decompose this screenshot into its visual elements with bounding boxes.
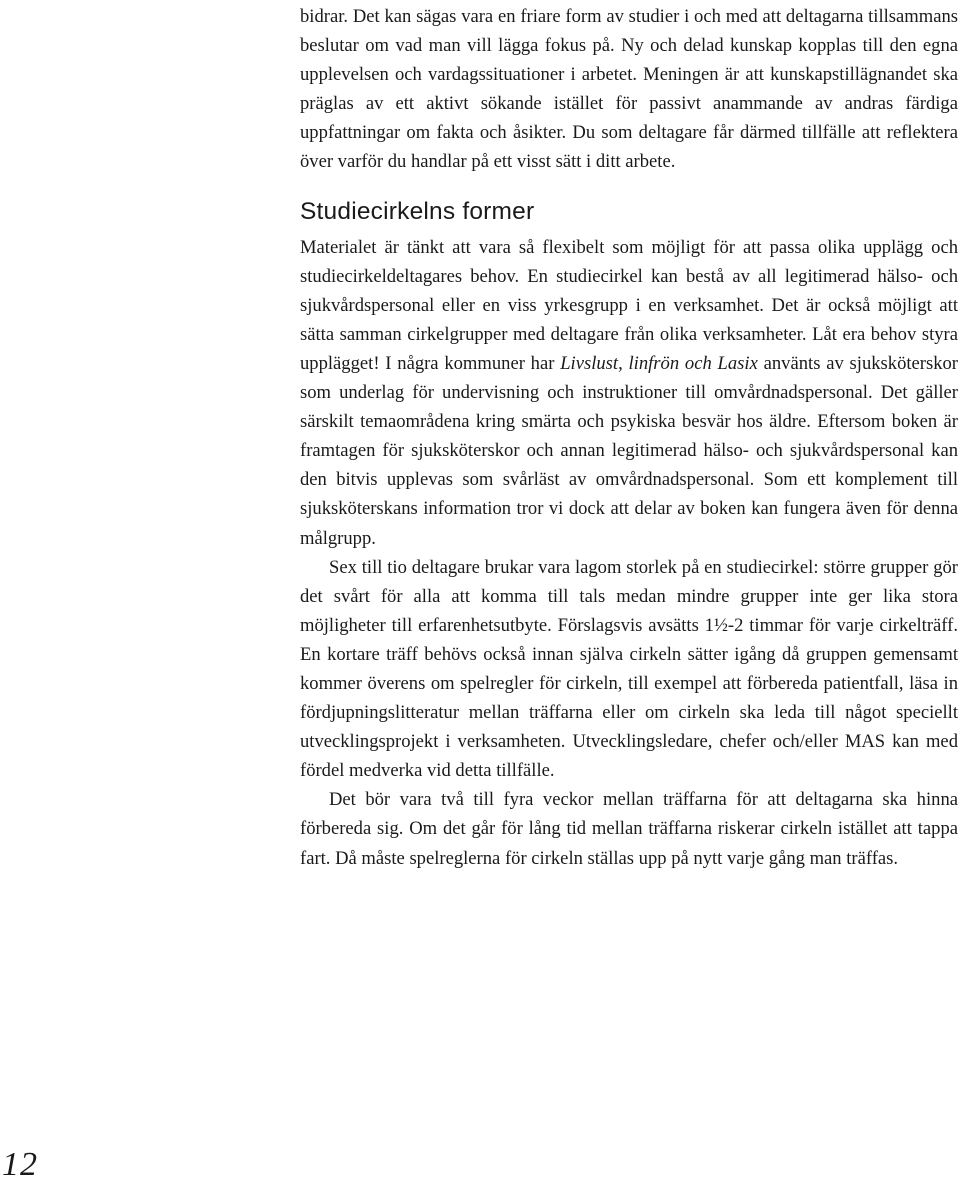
body-paragraph-1 <box>300 233 958 553</box>
body-paragraph-3: Det bör vara två till fyra veckor mellan träffarna för att deltagarna ska hinna förbereda sig. Om det går för lång tid mellan träffarna riskerar cirkeln istället att tappa fart. Då måste spelreglerna för cirkeln ställas upp på nytt varje gång man träffas. <box>300 789 958 869</box>
body-paragraph-1-part-2: använts av sjuksköterskor som underlag för undervisning och instruktioner till omvårdnadspersonal. Det gäller särskilt temaområdena kring smärta och psykiska besvär hos äldre. Eftersom boken är framtagen för sjuksköterskor och annan legitimerad hälso- och sjukvårdspersonal kan den bitvis upplevas som svårläst av omvårdnadspersonal. Som ett komplement till sjuksköterskans information tror vi dock att delar av boken kan fungera även för denna målgrupp. <box>300 352 958 549</box>
page-number: 12 <box>2 1146 38 1183</box>
intro-paragraph: bidrar. Det kan sägas vara en friare form av studier i och med att deltagarna tillsammans beslutar om vad man vill lägga fokus på. Ny och delad kunskap kopplas till den egna upplevelsen och vardagssituationer i arbetet. Meningen är att kunskapstillägnandet ska präglas av ett aktivt sökande istället för passivt anammande av andras färdiga uppfattningar om fakta och åsikter. Du som deltagare får därmed tillfälle att reflektera över varför du handlar på ett visst sätt i ditt arbete. <box>300 6 958 173</box>
body-paragraph-1-part-1: Materialet är tänkt att vara så flexibelt som möjligt för att passa olika upplägg och studiecirkeldeltagares behov. En studiecirkel kan bestå av all legitimerad hälso- och sjukvårdspersonal eller en viss yrkesgrupp i en verksamhet. Det är också möjligt att sätta samman cirkelgrupper med deltagare från olika verksamheter. Låt era behov styra upplägget! I några kommuner har <box>300 236 958 374</box>
section-heading: Studiecirkelns former <box>300 197 535 225</box>
book-title: Livslust, linfrön och Lasix <box>560 352 758 374</box>
text-column <box>300 2 958 873</box>
body-paragraph-2: Sex till tio deltagare brukar vara lagom storlek på en studiecirkel: större grupper gör det svårt för alla att komma till tals medan mindre grupper inte ger lika stora möjligheter till erfarenhetsutbyte. Förslagsvis avsätts 1½-2 timmar för varje cirkelträff. En kortare träff behövs också innan själva cirkeln sätter igång då gruppen gemensamt kommer överens om spelregler för cirkeln, till exempel att förbereda patientfall, läsa in fördjupningslitteratur mellan träffarna eller om cirkeln ska leda till något speciellt utvecklingsprojekt i verksamheten. Utvecklingsledare, chefer och/eller MAS kan med fördel medverka vid detta tillfälle. <box>300 556 958 782</box>
